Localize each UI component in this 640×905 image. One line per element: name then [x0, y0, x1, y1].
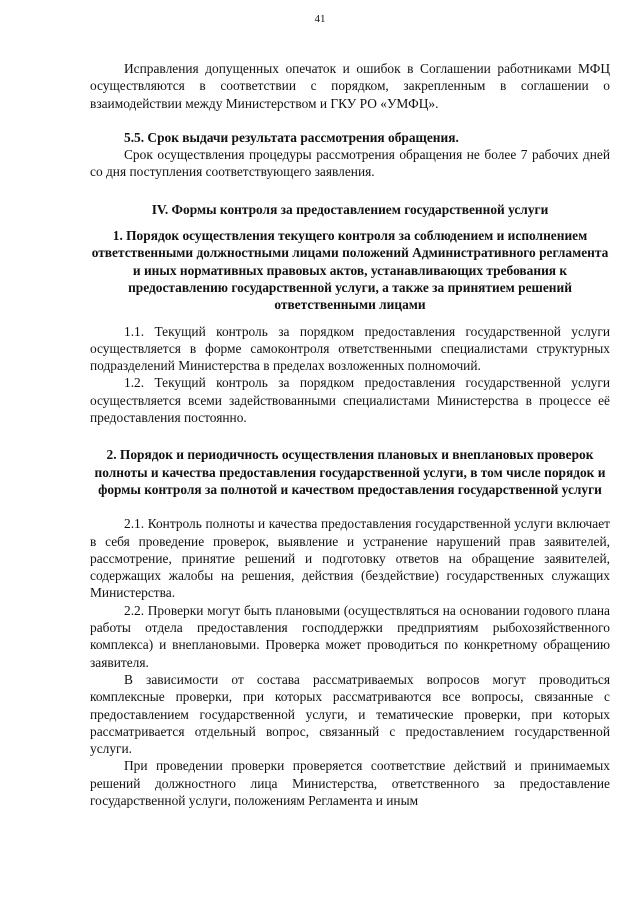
section-5-5-heading: 5.5. Срок выдачи результата рассмотрения обращения.	[124, 129, 459, 145]
paragraph-2-4: При проведении проверки проверяется соответствие действий и принимаемых решений должностного лица Министерства, ответственного за предоставление государственной услуги, положениям Регламента и иным	[90, 758, 610, 808]
subsection-4-2-heading: 2. Порядок и периодичность осуществления плановых и внеплановых проверок полноты и качества предоставления государственной услуги, в том числе порядок и формы контроля за полнотой и качеством предоставления государственной услуги	[94, 447, 606, 497]
section-4	[90, 201, 610, 810]
subsection-4-1-heading: 1. Порядок осуществления текущего контроля за соблюдением и исполнением ответственными должностными лицами положений Административного регламента и иных нормативных правовых актов, устанавливающих требования к предоставлению государственной услуги, а также за принятием решений ответственными лицами	[91, 228, 609, 313]
paragraph-2-1: 2.1. Контроль полноты и качества предоставления государственной услуги включает в себя проведение проверок, выявление и устранение нарушений прав заявителей, рассмотрение, принятие решений и подготовку ответов на обращение заявителей, содержащих жалобы на решения, действия (бездействие) государственных служащих Министерства.	[90, 516, 610, 601]
paragraph-2-3: В зависимости от состава рассматриваемых вопросов могут проводиться комплексные проверки, при которых рассматриваются все вопросы, связанные с предоставлением государственной услуги, и тематические проверки, при которых рассматривается отдельный вопрос, связанный с предоставлением государственной услуги.	[90, 671, 610, 757]
section-4-heading: IV. Формы контроля за предоставлением государственной услуги	[151, 201, 549, 217]
document-body	[90, 60, 610, 809]
paragraph-1-2: 1.2. Текущий контроль за порядком предоставления государственной услуги осуществляется всеми задействованными специалистами Министерства в процессе её предоставления постоянно.	[90, 375, 610, 426]
section-5-5-text: Срок осуществления процедуры рассмотрения обращения не более 7 рабочих дней со дня поступления соответствующего заявления.	[90, 147, 610, 180]
paragraph-intro: Исправления допущенных опечаток и ошибок в Соглашении работниками МФЦ осуществляются в соответствии с порядком, закрепленным в соглашении о взаимодействии между Министерством и ГКУ РО «УМФЦ».	[90, 61, 610, 111]
subsection-4-2	[90, 446, 610, 809]
section-5-5	[90, 129, 610, 181]
paragraph-1-1: 1.1. Текущий контроль за порядком предоставления государственной услуги осуществляется в форме самоконтроля ответственными специалистами структурных подразделений Министерства в пределах возложенных полномочий.	[90, 323, 610, 374]
page-number: 41	[314, 13, 326, 25]
subsection-4-1	[90, 227, 610, 426]
paragraph-2-2: 2.2. Проверки могут быть плановыми (осуществляться на основании годового плана работы отдела предоставления господдержки предприятиям рыбохозяйственного комплекса) и внеплановыми. Проверка может проводиться по конкретному обращению заявителя.	[90, 602, 610, 670]
